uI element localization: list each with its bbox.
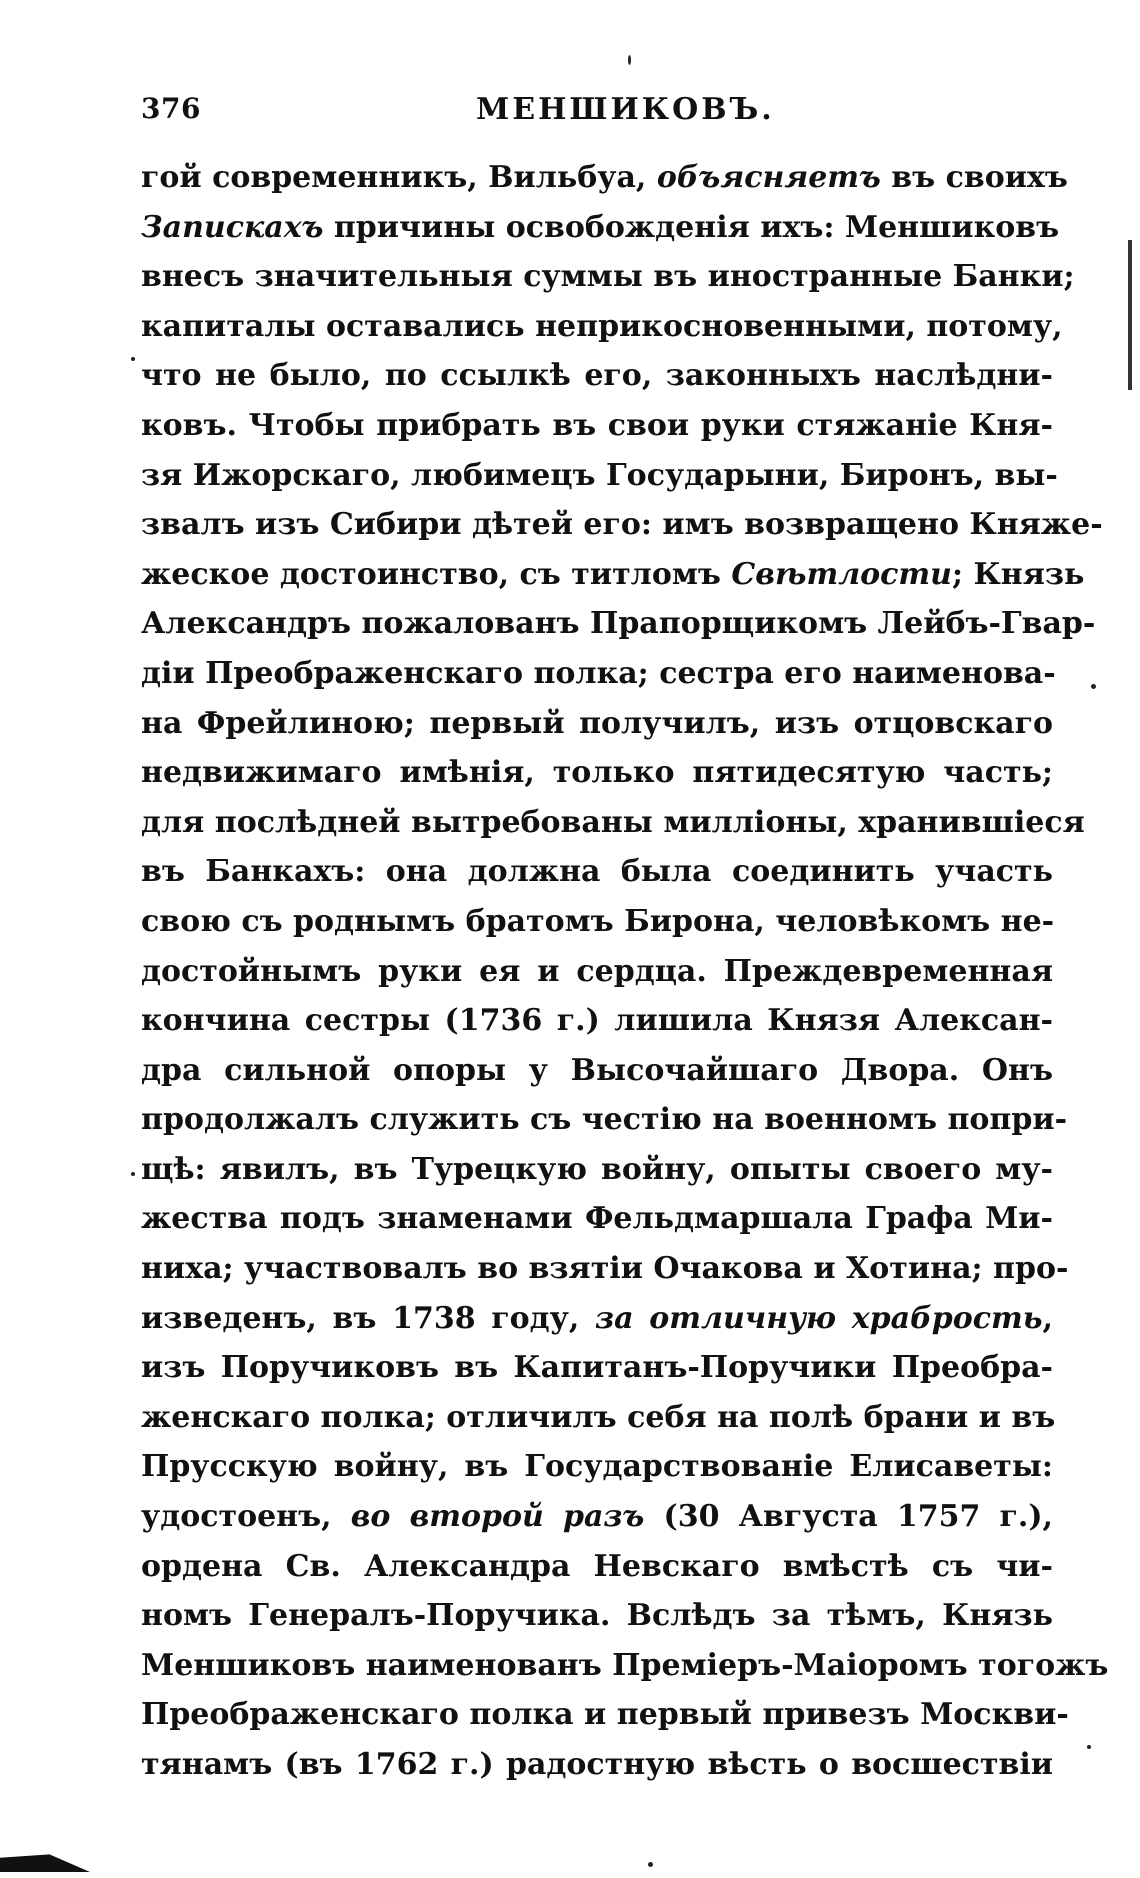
text-run: въ своихъ — [880, 160, 1068, 195]
text-line — [141, 1095, 1068, 1145]
text-run: ниха; участвовалъ во взятіи Очакова и Хотина; про- — [141, 1251, 1069, 1287]
text-run: что не было, по ссылкѣ его, законныхъ наслѣдни- — [141, 358, 1053, 394]
italic-text: Запискахъ — [141, 209, 324, 245]
text-run: Меншиковъ наименованъ Премiеръ-Маiоромъ тогожъ — [141, 1647, 1109, 1683]
text-line — [141, 302, 1063, 352]
italic-text: Свѣтлости — [731, 556, 952, 592]
italic-text: во второй разъ — [350, 1499, 645, 1535]
text-run: Прусскую войну, въ Государствованіе Елисаветы: — [141, 1449, 1053, 1485]
text-run: номъ Генералъ-Поручика. Вслѣдъ за тѣмъ, Князь — [141, 1598, 1053, 1634]
ink-speck — [131, 1172, 135, 1176]
text-run: щѣ: явилъ, въ Турецкую войну, опыты своего му- — [141, 1151, 1053, 1187]
text-run: продолжалъ служить съ честію на военномъ попри- — [141, 1102, 1068, 1138]
text-run: недвижимаго имѣнія, только пятидесятую часть; — [141, 755, 1053, 791]
text-line — [141, 1740, 1053, 1790]
text-run: звалъ изъ Сибири дѣтей его: имъ возвращено Княже- — [141, 507, 1103, 543]
text-run: ковъ. Чтобы прибрать въ свои руки стяжаніе Кня- — [141, 407, 1053, 443]
text-run: изведенъ, въ 1738 году, — [141, 1300, 595, 1336]
text-run: достойнымъ руки ея и сердца. Преждевременная — [141, 953, 1053, 989]
body-text — [141, 153, 1109, 1790]
text-run: внесъ значительныя суммы въ иностранные Банки; — [141, 259, 1075, 295]
text-line — [141, 351, 1053, 401]
text-line — [141, 1492, 1053, 1542]
text-run: тянамъ (въ 1762 г.) радостную вѣсть о восшествіи — [141, 1747, 1053, 1782]
text-line — [141, 203, 1060, 253]
running-title: МЕНШИКОВЪ. — [476, 92, 775, 127]
ink-speck — [648, 1862, 653, 1867]
text-run: капиталы оставались неприкосновенными, потому, — [141, 308, 1063, 344]
text-run: Александръ пожалованъ Прапорщикомъ Лейбъ-Гвар- — [141, 606, 1096, 642]
text-line — [141, 500, 1103, 550]
italic-text: объясняетъ — [656, 160, 881, 195]
ink-speck — [1087, 1745, 1091, 1749]
text-line — [141, 649, 1056, 699]
text-line — [141, 1294, 1053, 1344]
text-run: на Фрейлиною; первый получилъ, изъ отцовскаго — [141, 705, 1053, 741]
text-line — [141, 550, 1085, 600]
ink-speck — [131, 357, 135, 361]
text-run: ; Князь — [951, 556, 1085, 592]
text-run: жеское достоинство, съ титломъ — [141, 556, 732, 592]
text-line — [141, 748, 1053, 798]
text-line — [141, 451, 1058, 501]
text-run: діи Преображенскаго полка; сестра его наименова- — [141, 655, 1056, 691]
text-run: зя Ижорскаго, любимецъ Государыни, Биронъ, вы- — [141, 457, 1058, 493]
text-run: изъ Поручиковъ въ Капитанъ-Поручики Преобра- — [141, 1350, 1053, 1386]
text-line — [141, 252, 1075, 302]
running-head — [141, 92, 1051, 132]
page-edge-mark — [1128, 240, 1132, 390]
ink-speck — [628, 55, 631, 65]
text-run: кончина сестры (1736 г.) лишила Князя Алексан- — [141, 1003, 1053, 1039]
text-line — [141, 897, 1053, 947]
page-number: 376 — [141, 92, 201, 125]
text-run: женскаго полка; отличилъ себя на полѣ брани и въ — [141, 1399, 1056, 1435]
text-line — [141, 1145, 1053, 1195]
text-run: (30 Августа 1757 г.), — [644, 1499, 1053, 1535]
italic-text: за отличную храбрость — [594, 1300, 1043, 1336]
text-line — [141, 847, 1053, 897]
text-line — [141, 1442, 1053, 1492]
text-run: гой современникъ, Вильбуа, — [141, 160, 657, 195]
text-line — [141, 153, 1068, 203]
text-line — [141, 1393, 1056, 1443]
text-line — [141, 798, 1085, 848]
text-run: дра сильной опоры у Высочайшаго Двора. Онъ — [141, 1052, 1053, 1088]
text-line — [141, 996, 1053, 1046]
scan-corner-mark — [0, 1850, 90, 1872]
ink-speck — [1091, 684, 1096, 689]
text-run: жества подъ знаменами Фельдмаршала Графа Ми- — [141, 1201, 1053, 1237]
text-line — [141, 1343, 1053, 1393]
text-line — [141, 1194, 1053, 1244]
text-run: свою съ роднымъ братомъ Бирона, человѣкомъ не- — [141, 903, 1055, 939]
text-run: причины освобожденія ихъ: Меншиковъ — [323, 209, 1060, 245]
text-line — [141, 1244, 1069, 1294]
text-line — [141, 401, 1053, 451]
text-line — [141, 599, 1096, 649]
text-run: въ Банкахъ: она должна была соединить участь — [141, 854, 1053, 890]
text-run: удостоенъ, — [141, 1499, 351, 1535]
text-run: Преображенскаго полка и первый привезъ Москви- — [141, 1697, 1069, 1733]
text-line — [141, 699, 1053, 749]
text-run: для послѣдней вытребованы милліоны, хранившіеся — [141, 804, 1085, 840]
text-line — [141, 947, 1053, 997]
text-line — [141, 1591, 1053, 1641]
text-line — [141, 1690, 1069, 1740]
text-run: , — [1042, 1300, 1053, 1336]
text-line — [141, 1641, 1109, 1691]
text-line — [141, 1046, 1053, 1096]
text-run: ордена Св. Александра Невскаго вмѣстѣ съ чи- — [141, 1548, 1053, 1584]
text-line — [141, 1542, 1053, 1592]
